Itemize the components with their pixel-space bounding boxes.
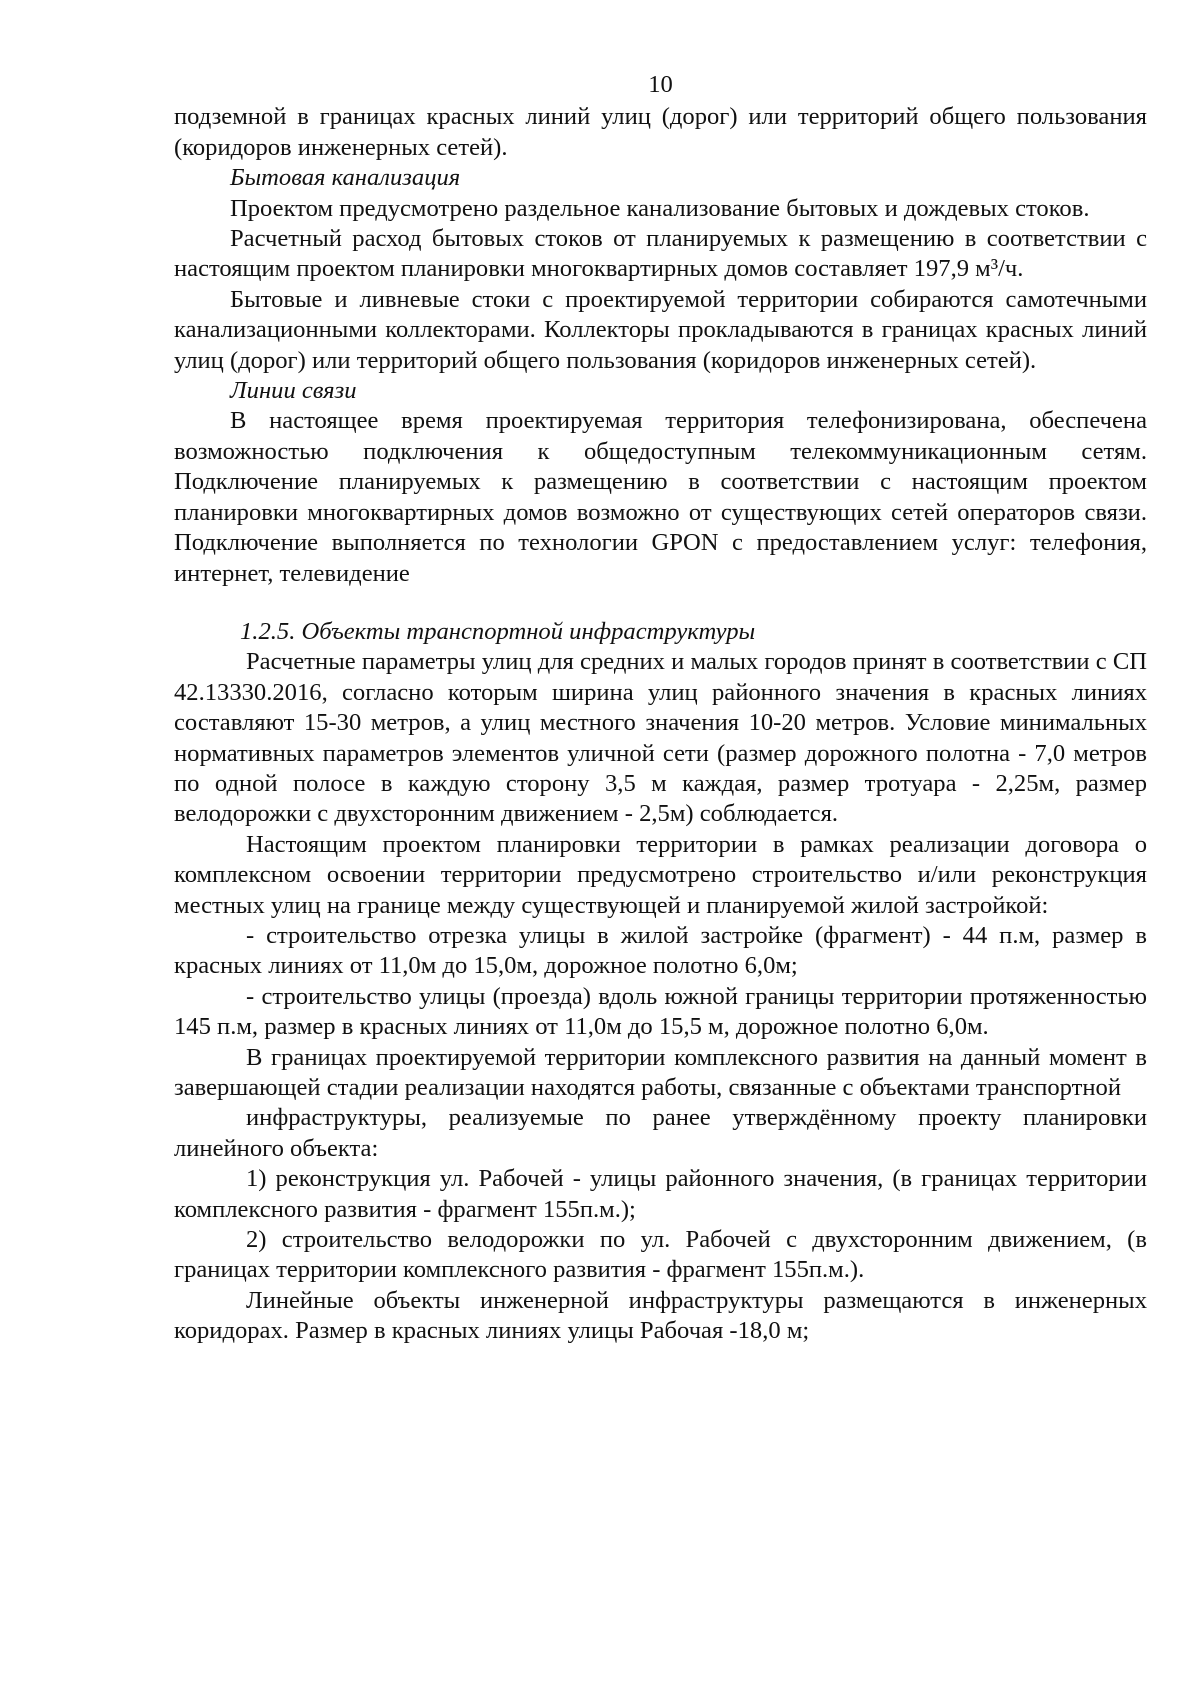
paragraph: инфраструктуры, реализуемые по ранее утверждённому проекту планировки линейного объекта:	[174, 1104, 1147, 1162]
section-heading: Линии связи	[230, 377, 357, 405]
paragraph: В границах проектируемой территории комплексного развития на данный момент в завершающей стадии реализации находятся работы, связанные с объектами транспортной	[174, 1043, 1147, 1101]
paragraph: Проектом предусмотрено раздельное канализование бытовых и дождевых стоков.	[230, 194, 1090, 222]
page-number: 10	[648, 71, 673, 98]
paragraph: Расчетный расход бытовых стоков от планируемых к размещению в соответствии с настоящим проектом планировки многоквартирных домов составляет 197,9 м³/ч.	[174, 225, 1147, 283]
paragraph: - строительство улицы (проезда) вдоль южной границы территории протяженностью 145 п.м, размер в красных линиях от 11,0м до 15,5 м, дорожное полотно 6,0м.	[174, 982, 1147, 1041]
paragraph: В настоящее время проектируемая территория телефонизирована, обеспечена возможностью подключения к общедоступным телекоммуникационным сетям. Подключение планируемых к размещению в соответствии с настоящим проектом планировки многоквартирных домов возможно от существующих сетей операторов связи. Подключение выполняется по технологии GPON с предоставлением услуг: телефония, интернет, телевидение	[174, 407, 1147, 587]
paragraph: Расчетные параметры улиц для средних и малых городов принят в соответствии с СП 42.13330.2016, согласно которым ширина улиц районного значения в красных линиях составляют 15-30 метров, а улиц местного значения 10-20 метров. Условие минимальных нормативных параметров элементов уличной сети (размер дорожного полотна - 7,0 метров по одной полосе в каждую сторону 3,5 м каждая, размер тротуара - 2,25м, размер велодорожки с двухсторонним движением - 2,5м) соблюдается.	[174, 648, 1147, 828]
document-page	[174, 70, 1147, 1347]
section-heading: Бытовая канализация	[230, 164, 461, 192]
paragraph: Бытовые и ливневые стоки с проектируемой территории собираются самотечными канализационными коллекторами. Коллекторы прокладываются в границах красных линий улиц (дорог) или территорий общего пользования (коридоров инженерных сетей).	[174, 285, 1147, 374]
paragraph: Настоящим проектом планировки территории в рамках реализации договора о комплексном освоении территории предусмотрено строительство и/или реконструкция местных улиц на границе между существующей и планируемой жилой застройкой:	[174, 830, 1147, 919]
document-body	[174, 102, 1147, 1346]
section-heading: 1.2.5. Объекты транспортной инфраструктуры	[240, 617, 756, 645]
paragraph: - строительство отрезка улицы в жилой застройке (фрагмент) - 44 п.м, размер в красных линиях от 11,0м до 15,0м, дорожное полотно 6,0м;	[174, 921, 1147, 980]
paragraph: 2) строительство велодорожки по ул. Рабочей с двухсторонним движением, (в границах территории комплексного развития - фрагмент 155п.м.).	[174, 1226, 1147, 1284]
paragraph: подземной в границах красных линий улиц (дорог) или территорий общего пользования (коридоров инженерных сетей).	[174, 103, 1147, 161]
paragraph: 1) реконструкция ул. Рабочей - улицы районного значения, (в границах территории комплексного развития - фрагмент 155п.м.);	[174, 1165, 1147, 1223]
paragraph: Линейные объекты инженерной инфраструктуры размещаются в инженерных коридорах. Размер в красных линиях улицы Рабочая -18,0 м;	[174, 1286, 1147, 1345]
